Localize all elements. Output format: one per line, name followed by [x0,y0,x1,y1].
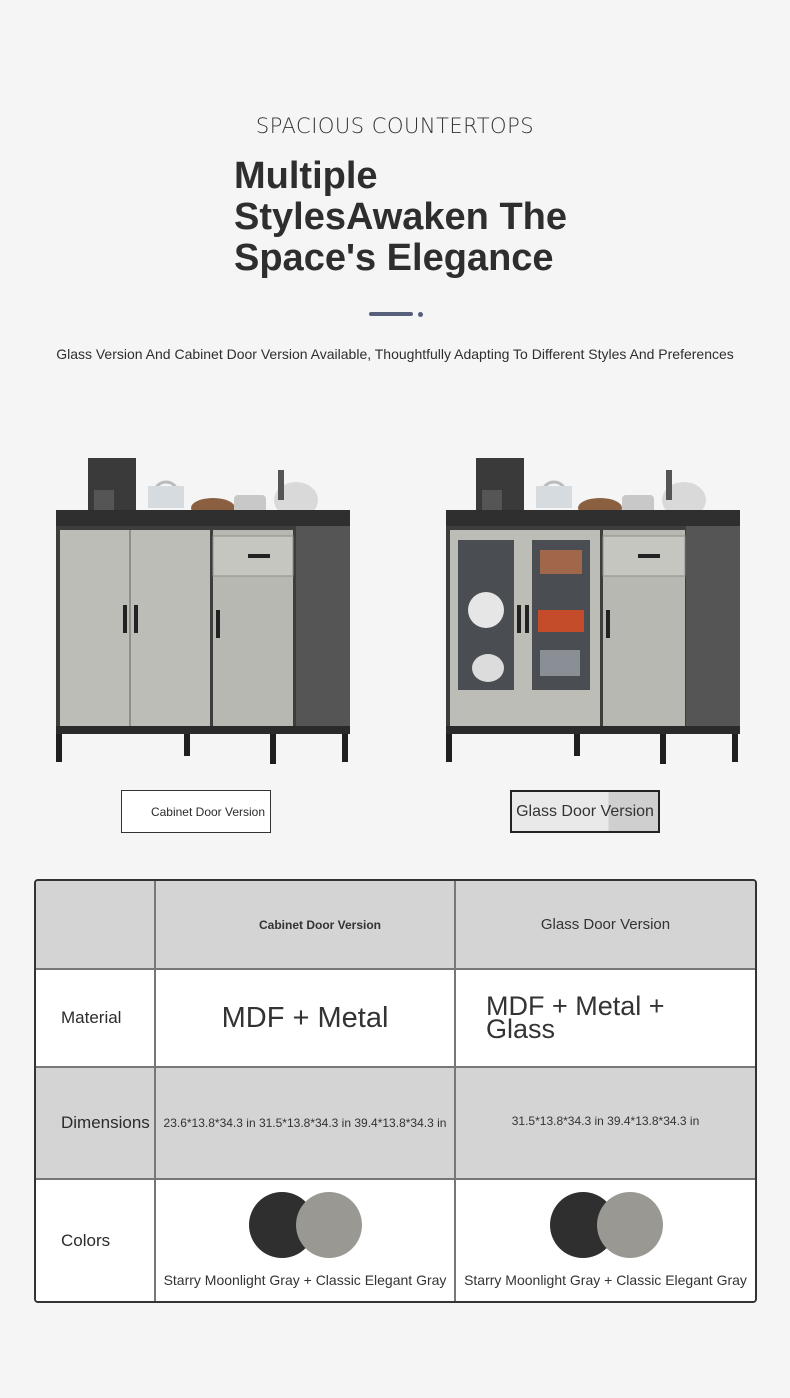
headline-line: StylesAwaken The [234,196,568,238]
cabinet-door-version-label: Cabinet Door Version [150,804,266,819]
color-swatches [550,1192,662,1258]
dimensions-cabinet-value: 23.6*13.8*34.3 in 31.5*13.8*34.3 in 39.4*13.8*34.3 in [163,1116,447,1130]
table-row-dimensions [36,1068,755,1180]
glass-door-product-image [440,440,750,780]
glass-door-version-button[interactable] [510,790,660,833]
glass-door-version-label: Glass Door Version [516,802,654,820]
colors-glass-label: Starry Moonlight Gray + Classic Elegant Gray [464,1272,747,1288]
table-header-row [36,881,755,970]
dimensions-glass-value: 31.5*13.8*34.3 in 39.4*13.8*34.3 in [511,1114,700,1128]
cabinet-door-product-image [48,440,358,780]
material-glass-value [456,991,755,1044]
table-corner-cell [36,881,156,968]
dimensions-cabinet-cell [156,1068,456,1178]
material-cabinet-cell [156,970,456,1066]
color-swatches [249,1192,361,1258]
swatch-light [296,1192,362,1258]
colors-cabinet-label: Starry Moonlight Gray + Classic Elegant Gray [163,1272,447,1288]
divider-bar [369,312,413,316]
headline-line: Space's Elegance [234,237,554,279]
material-cabinet-value: MDF + Metal [221,1001,389,1034]
headline-line: Multiple [234,155,378,197]
row-label-material: Material [36,970,156,1066]
table-header-cabinet [156,881,456,968]
subtitle: Glass Version And Cabinet Door Version Available, Thoughtfully Adapting To Different Styles And Preferences [56,346,734,362]
comparison-table [34,879,757,1303]
cabinet-door-version-button[interactable] [121,790,271,833]
section-eyebrow: SPACIOUS COUNTERTOPS [255,114,535,138]
material-glass-line: Glass [486,1014,556,1044]
row-label-dimensions: Dimensions [36,1068,156,1178]
table-row-material [36,970,755,1068]
dimensions-glass-cell [456,1068,755,1178]
divider-dot [418,312,423,317]
table-header-glass-label: Glass Door Version [540,916,671,933]
table-header-glass [456,881,755,968]
row-label-colors: Colors [36,1180,156,1301]
material-glass-line: MDF + Metal + [486,991,665,1021]
table-header-cabinet-label: Cabinet Door Version [258,917,382,932]
colors-cabinet-cell [156,1180,456,1301]
material-glass-cell [456,970,755,1066]
headline [234,156,594,279]
swatch-light [597,1192,663,1258]
colors-glass-cell [456,1180,755,1301]
table-row-colors [36,1180,755,1301]
